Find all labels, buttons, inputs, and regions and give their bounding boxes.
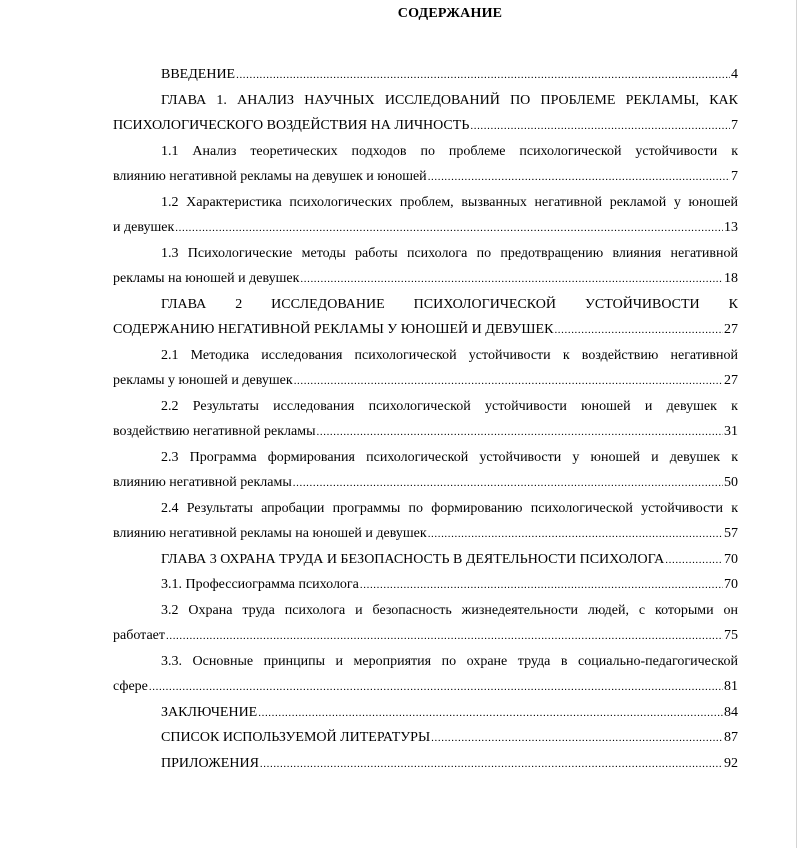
toc-entry-text: воздействию негативной рекламы — [113, 424, 316, 439]
toc-entry-line — [113, 368, 738, 394]
toc-page-number: 50 — [724, 475, 738, 490]
toc-entry-text: ГЛАВА 3 ОХРАНА ТРУДА И БЕЗОПАСНОСТЬ В ДЕЯТЕЛЬНОСТИ ПСИХОЛОГА — [161, 551, 665, 567]
toc-entry-text: 3.1. Профессиограмма психолога — [161, 577, 359, 592]
dot-leader — [554, 318, 723, 343]
toc-entry-line — [113, 394, 738, 420]
toc-entry-text: ПРИЛОЖЕНИЯ — [161, 755, 259, 771]
toc-entry[interactable] — [113, 88, 738, 139]
toc-entry-text: работает — [113, 628, 165, 643]
toc-entry[interactable] — [113, 725, 738, 751]
dot-leader — [175, 216, 723, 241]
toc-entry-line — [113, 674, 738, 700]
dot-leader — [428, 522, 723, 547]
toc-entry-text: рекламы у юношей и девушек — [113, 373, 293, 388]
toc-entry-text: 2.4 Результаты апробации программы по формированию психологической устойчивости к — [161, 500, 738, 516]
toc-page-number: 4 — [731, 67, 738, 82]
toc-entry[interactable] — [113, 547, 738, 573]
toc-page-number: 84 — [724, 704, 738, 720]
toc-entry-text: ВВЕДЕНИЕ — [161, 67, 236, 82]
toc-entry[interactable] — [113, 394, 738, 445]
toc-entry-line — [113, 470, 738, 496]
toc-page-number: 27 — [724, 373, 738, 388]
toc-entry-text: влиянию негативной рекламы — [113, 475, 292, 490]
toc-page-number: 27 — [724, 322, 738, 337]
toc-entry-text: 3.2 Охрана труда психолога и безопасность жизнедеятельности людей, с которыми он — [161, 602, 738, 618]
toc-entry[interactable] — [113, 445, 738, 496]
toc-entry-text: 1.2 Характеристика психологических проблем, вызванных негативной рекламой у юношей — [161, 194, 738, 210]
toc-entry[interactable] — [113, 343, 738, 394]
toc-entry-line — [113, 317, 738, 343]
toc-page-number: 7 — [731, 118, 738, 133]
toc-entry-line — [113, 419, 738, 445]
toc-entry[interactable] — [113, 751, 738, 777]
dot-leader — [293, 471, 723, 496]
toc-entry-line — [113, 445, 738, 471]
toc-entry[interactable] — [113, 598, 738, 649]
toc-entry[interactable] — [113, 700, 738, 726]
toc-entry[interactable] — [113, 241, 738, 292]
toc-entry-text: и девушек — [113, 220, 175, 235]
toc-entry-text: ЗАКЛЮЧЕНИЕ — [161, 704, 258, 720]
toc-entry[interactable] — [113, 62, 738, 88]
dot-leader — [665, 548, 723, 573]
toc-entry-line — [113, 88, 738, 114]
dot-leader — [300, 267, 723, 292]
toc-entry-text: 2.1 Методика исследования психологической устойчивости к воздействию негативной — [161, 347, 738, 363]
toc-entry-line — [113, 700, 738, 726]
toc-entry-line — [113, 190, 738, 216]
toc-entry-line — [113, 547, 738, 573]
dot-leader — [470, 114, 730, 139]
toc-entry[interactable] — [113, 139, 738, 190]
toc-page-number: 57 — [724, 526, 738, 541]
toc-entry-line — [113, 139, 738, 165]
toc-entry-line — [113, 725, 738, 751]
toc-entry-line — [113, 62, 738, 88]
toc-page-number: 87 — [724, 730, 738, 745]
toc-entry-text: ГЛАВА 1. АНАЛИЗ НАУЧНЫХ ИССЛЕДОВАНИЙ ПО ПРОБЛЕМЕ РЕКЛАМЫ, КАК — [161, 92, 738, 108]
toc-entry[interactable] — [113, 649, 738, 700]
toc-entry-line — [113, 292, 738, 318]
toc-entry-line — [113, 164, 738, 190]
toc-page-number: 81 — [724, 679, 738, 694]
toc-entry-line — [113, 572, 738, 598]
toc-entry-text: 1.1 Анализ теоретических подходов по проблеме психологической устойчивости к — [161, 143, 738, 159]
toc-entry[interactable] — [113, 496, 738, 547]
toc-entry-text: 2.3 Программа формирования психологической устойчивости у юношей и девушек к — [161, 449, 738, 465]
dot-leader — [149, 675, 723, 700]
toc-entry-line — [113, 623, 738, 649]
toc-entry-line — [113, 496, 738, 522]
dot-leader — [166, 624, 723, 649]
dot-leader — [360, 573, 723, 598]
toc-entry-text: влиянию негативной рекламы на девушек и юношей — [113, 169, 427, 184]
toc-page-number: 70 — [724, 551, 738, 567]
toc-entry-text: сфере — [113, 679, 148, 694]
toc-entry-line — [113, 751, 738, 777]
toc-entry-text: 2.2 Результаты исследования психологической устойчивости юношей и девушек к — [161, 398, 738, 414]
dot-leader — [428, 165, 730, 190]
toc-entry-line — [113, 215, 738, 241]
toc-entry-line — [113, 113, 738, 139]
toc-page-number: 18 — [724, 271, 738, 286]
toc-page-number: 70 — [724, 577, 738, 592]
toc-page-number: 13 — [724, 220, 738, 235]
toc-entry-text: рекламы на юношей и девушек — [113, 271, 300, 286]
toc-entry[interactable] — [113, 572, 738, 598]
dot-leader — [317, 420, 723, 445]
page-title: СОДЕРЖАНИЕ — [397, 6, 503, 21]
toc-entry-line — [113, 266, 738, 292]
toc-page-number: 7 — [731, 169, 738, 184]
toc-entry[interactable] — [113, 292, 738, 343]
toc-entry[interactable] — [113, 190, 738, 241]
toc-entry-text: 1.3 Психологические методы работы психолога по предотвращению влияния негативной — [161, 245, 738, 261]
dot-leader — [236, 63, 730, 88]
dot-leader — [258, 701, 723, 726]
toc-entry-text: СПИСОК ИСПОЛЬЗУЕМОЙ ЛИТЕРАТУРЫ — [161, 730, 431, 745]
toc-entry-line — [113, 241, 738, 267]
toc-entry-line — [113, 649, 738, 675]
toc-page-number: 92 — [724, 755, 738, 771]
toc-entry-line — [113, 598, 738, 624]
dot-leader — [431, 726, 723, 751]
toc-page-number: 31 — [724, 424, 738, 439]
table-of-contents — [113, 62, 738, 776]
toc-entry-line — [113, 521, 738, 547]
toc-entry-text: ПСИХОЛОГИЧЕСКОГО ВОЗДЕЙСТВИЯ НА ЛИЧНОСТЬ — [113, 118, 470, 133]
dot-leader — [294, 369, 723, 394]
toc-entry-text: 3.3. Основные принципы и мероприятия по охране труда в социально-педагогической — [161, 653, 738, 669]
toc-entry-line — [113, 343, 738, 369]
toc-page-number: 75 — [724, 628, 738, 643]
toc-entry-text: СОДЕРЖАНИЮ НЕГАТИВНОЙ РЕКЛАМЫ У ЮНОШЕЙ И ДЕВУШЕК — [113, 322, 554, 337]
toc-entry-text: влиянию негативной рекламы на юношей и девушек — [113, 526, 427, 541]
toc-entry-text: ГЛАВА 2 ИССЛЕДОВАНИЕ ПСИХОЛОГИЧЕСКОЙ УСТОЙЧИВОСТИ К — [161, 296, 738, 312]
dot-leader — [260, 752, 723, 777]
